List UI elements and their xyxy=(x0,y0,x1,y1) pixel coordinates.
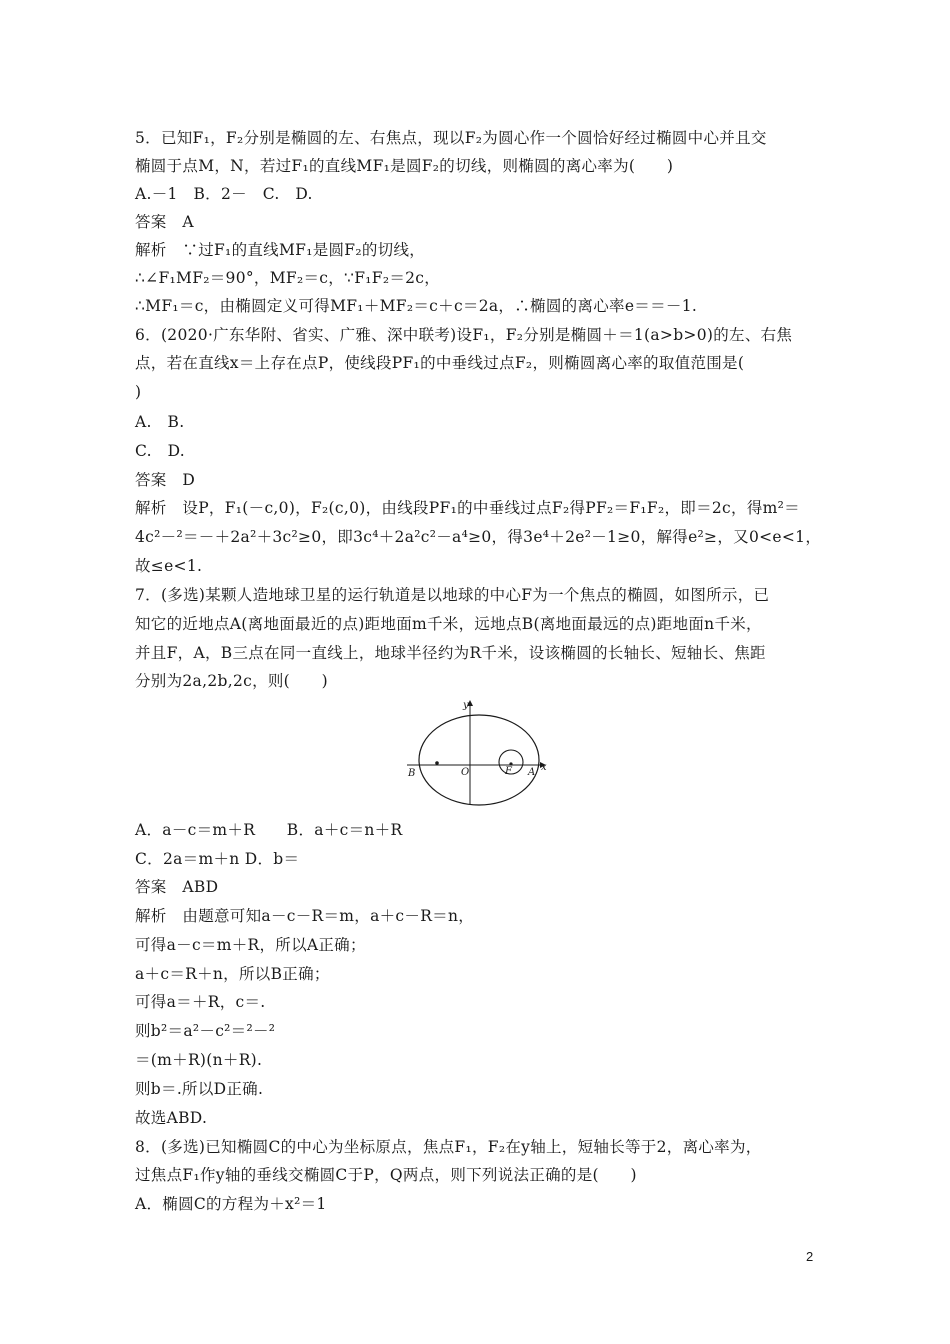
text-line: 点，若在直线x＝上存在点P，使线段PF₁的中垂线过点F₂，则椭圆离心率的取值范围是( xyxy=(135,354,745,372)
left-focus-point xyxy=(435,761,439,765)
point-b-label: B xyxy=(408,768,416,779)
text-line: 答案 A xyxy=(135,213,194,231)
text-line: ∴MF₁＝c，由椭圆定义可得MF₁＋MF₂＝c＋c＝2a，∴椭圆的离心率e＝＝－1. xyxy=(135,297,698,315)
text-line: 知它的近地点A(离地面最近的点)距地面m千米，远地点B(离地面最远的点)距地面n千米， xyxy=(135,615,762,633)
x-axis-label: x xyxy=(541,762,547,773)
text-line: 解析 设P，F₁(－c,0)，F₂(c,0)，由线段PF₁的中垂线过点F₂得PF₂＝F₁F₂，即＝2c，得m²＝ xyxy=(135,499,800,517)
text-line: 则b＝.所以D正确. xyxy=(135,1080,264,1098)
text-line: ＝(m＋R)(n＋R). xyxy=(135,1051,263,1069)
y-axis-label: y xyxy=(463,700,469,711)
text-line: 答案 D xyxy=(135,471,196,489)
text-line: 6．(2020·广东华附、省实、广雅、深中联考)设F₁，F₂分别是椭圆＋＝1(a>b>0)的左、右焦 xyxy=(135,326,793,344)
text-line: 答案 ABD xyxy=(135,878,219,896)
text-line: 分别为2a,2b,2c，则( ) xyxy=(135,672,328,690)
text-line: C. D. xyxy=(135,442,186,460)
text-line: 椭圆于点M，N，若过F₁的直线MF₁是圆F₂的切线，则椭圆的离心率为( ) xyxy=(135,157,674,175)
text-line: A.－1 B．2－ C. D. xyxy=(135,185,313,203)
page-number: 2 xyxy=(806,1249,814,1264)
text-line: A．椭圆C的方程为＋x²＝1 xyxy=(135,1195,327,1213)
orbit-ellipse xyxy=(419,715,539,805)
point-f-label: F xyxy=(505,766,512,777)
text-line: 7．(多选)某颗人造地球卫星的运行轨道是以地球的中心F为一个焦点的椭圆，如图所示，已 xyxy=(135,586,770,604)
text-line: 过焦点F₁作y轴的垂线交椭圆C于P，Q两点，则下列说法正确的是( ) xyxy=(135,1166,637,1184)
text-line: 故选ABD. xyxy=(135,1109,208,1127)
ellipse-orbit-figure xyxy=(405,697,557,809)
text-line: a＋c＝R＋n，所以B正确； xyxy=(135,965,330,983)
text-line: A. B. xyxy=(135,413,185,431)
text-line: 解析 由题意可知a－c－R＝m，a＋c－R＝n， xyxy=(135,907,475,925)
text-line: 8．(多选)已知椭圆C的中心为坐标原点，焦点F₁，F₂在y轴上，短轴长等于2，离心率为， xyxy=(135,1138,762,1156)
text-line: A．a－c＝m＋R B．a＋c＝n＋R xyxy=(135,821,403,839)
text-line: ) xyxy=(135,383,142,401)
text-line: 解析 ∵过F₁的直线MF₁是圆F₂的切线， xyxy=(135,241,426,259)
text-line: 故≤e<1. xyxy=(135,557,203,575)
text-line: 则b²＝a²－c²＝²－² xyxy=(135,1022,276,1040)
text-line: 并且F，A，B三点在同一直线上，地球半径约为R千米，设该椭圆的长轴长、短轴长、焦距 xyxy=(135,644,766,662)
text-line: C．2a＝m＋n D．b＝ xyxy=(135,850,300,868)
text-line: 可得a＝＋R，c＝. xyxy=(135,993,266,1011)
ellipse-orbit-diagram xyxy=(405,697,557,809)
text-line: 可得a－c＝m＋R，所以A正确； xyxy=(135,936,366,954)
point-a-label: A xyxy=(528,767,536,778)
text-line: 5．已知F₁，F₂分别是椭圆的左、右焦点，现以F₂为圆心作一个圆恰好经过椭圆中心并且交 xyxy=(135,129,767,147)
text-line: 4c²－²＝－＋2a²＋3c²≥0，即3c⁴＋2a²c²－a⁴≥0，得3e⁴＋2e²－1≥0，解得e²≥，又0<e<1， xyxy=(135,528,822,546)
origin-label: O xyxy=(461,767,470,778)
text-line: ∴∠F₁MF₂＝90°，MF₂＝c，∵F₁F₂＝2c， xyxy=(135,269,441,287)
